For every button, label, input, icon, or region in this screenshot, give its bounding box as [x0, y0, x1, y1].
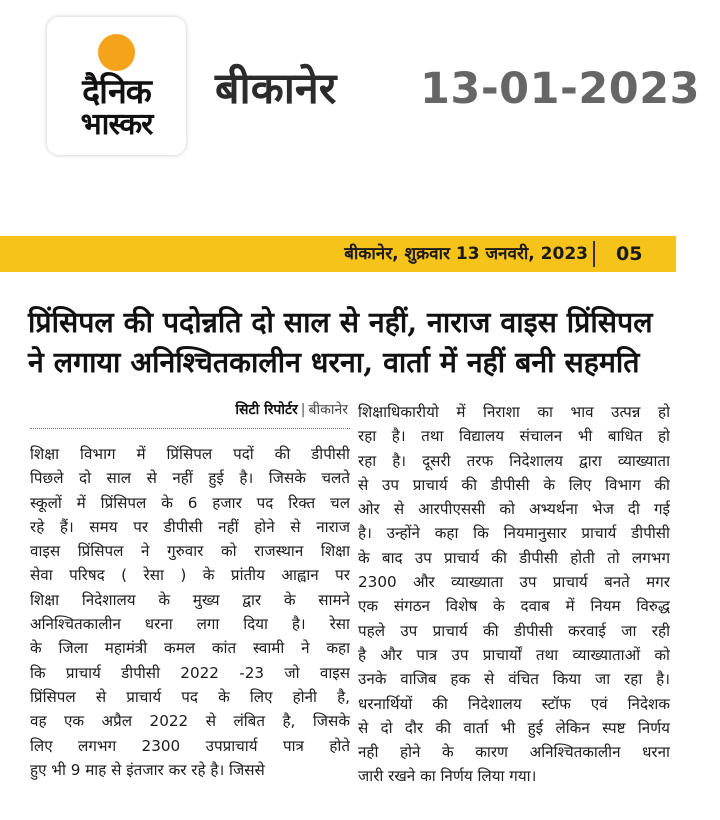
- article-text-line: शिक्षाधिकारीयो में निराशा का भाव उत्पन्न हो: [358, 403, 670, 421]
- article-text-line: शिक्षा विभाग में प्रिंसिपल पदों की डीपीसी: [30, 445, 350, 463]
- article-column-left: [30, 442, 350, 782]
- article-text-line: कि प्राचार्य डीपीसी 2022 -23 जो वाइस: [30, 663, 350, 682]
- article-text-line: रहा है। तथा विद्यालय संचालन भी बाधित हो: [358, 427, 670, 446]
- article-text-line: है। उन्होंने कहा कि नियमानुसार प्राचार्य डीपीसी: [358, 524, 670, 543]
- article-text-line: है और पात्र उप प्राचार्यों तथा व्याख्याताओं को: [358, 645, 670, 664]
- article-text-line: धरनार्थियों की निदेशालय स्टॉफ एवं निदेशक: [358, 694, 670, 713]
- article-text-line: एक संगठन विशेष के दवाब में नियम विरुद्ध: [358, 597, 670, 616]
- article-text-line: 2300 और व्याख्याता उप प्राचार्य बनते मगर: [358, 573, 670, 592]
- article-text-line: लिए लगभग 2300 उपप्राचार्य पात्र होते: [30, 736, 350, 755]
- article-byline: [0, 399, 348, 421]
- logo-text-line2: भास्कर: [80, 107, 153, 142]
- page-dateline: बीकानेर, शुक्रवार 13 जनवरी, 2023: [344, 244, 588, 264]
- article-headline: [28, 302, 678, 382]
- article-text-line: हुए भी 9 माह से इंतजार कर रहे है। जिससे: [30, 760, 265, 779]
- article-text-line: प्रिंसिपल से प्राचार्य पद के लिए होनी है,: [30, 687, 350, 706]
- byline-separator: |: [300, 402, 306, 418]
- article-text-line: वाइस प्रिंसिपल ने गुरुवार को राजस्थान शिक्षा: [30, 542, 350, 561]
- page-number: 05: [616, 243, 643, 265]
- article-text-line: रहे हैं। समय पर डीपीसी नहीं होने से नाराज: [30, 517, 350, 536]
- article-text-line: से उप प्राचार्य की डीपीसी के लिए विभाग की: [358, 475, 670, 494]
- article-text-line: रहा है। दूसरी तरफ निदेशालय द्वारा व्याख्याता: [358, 451, 670, 470]
- article-text-line: के जिला महामंत्री कमल कांत स्वामी ने कहा: [30, 639, 350, 658]
- article-text-line: नही होने के कारण अनिश्चितकालीन धरना: [358, 743, 670, 762]
- edition-city: बीकानेर: [215, 64, 337, 114]
- page-bar-divider: [593, 241, 595, 267]
- newspaper-logo: [47, 17, 186, 155]
- edition-date: 13-01-2023: [420, 64, 701, 114]
- byline-divider: [30, 428, 350, 429]
- article-text-line: अनिश्चितकालीन धरना लगा दिया है। रेसा: [30, 615, 350, 634]
- logo-text-line1: दैनिक: [82, 72, 151, 112]
- article-text-line: पिछले दो साल से नहीं हुई है। जिसके चलते: [30, 469, 350, 488]
- byline-place: बीकानेर: [308, 402, 348, 418]
- article-text-line: जारी रखने का निर्णय लिया गया।: [358, 767, 537, 786]
- headline-line: ने लगाया अनिश्चितकालीन धरना, वार्ता में नहीं बनी सहमति: [28, 345, 640, 379]
- article-text-line: वह एक अप्रैल 2022 से लंबित है, जिसके: [30, 712, 350, 731]
- byline-reporter: सिटी रिपोर्टर: [235, 402, 298, 418]
- article-text-line: उनके वाजिब हक से वंचित किया जा रहा है।: [358, 670, 670, 689]
- article-text-line: स्कूलों में प्रिंसिपल के 6 हजार पद रिक्त चल: [30, 493, 350, 512]
- article-text-line: से दो दौर की वार्ता भी हुई लेकिन स्पष्ट निर्णय: [358, 718, 670, 737]
- article-text-line: ओर से आरपीएससी को अभ्यर्थना भेज दी गई: [358, 500, 670, 519]
- article-text-line: के बाद उप प्राचार्य की डीपीसी होती तो लगभग: [358, 548, 670, 567]
- sun-dot-icon: [98, 34, 135, 71]
- headline-line: प्रिंसिपल की पदोन्नति दो साल से नहीं, नाराज वाइस प्रिंसिपल: [28, 305, 653, 339]
- article-text-line: पहले उप प्राचार्य की डीपीसी करवाई जा रही: [358, 621, 670, 640]
- article-text-line: शिक्षा निदेशालय के मुख्य द्वार के सामने: [30, 590, 350, 609]
- article-text-line: सेवा परिषद ( रेसा ) के प्रांतीय आह्वान पर: [30, 566, 350, 585]
- article-column-right: [358, 400, 670, 789]
